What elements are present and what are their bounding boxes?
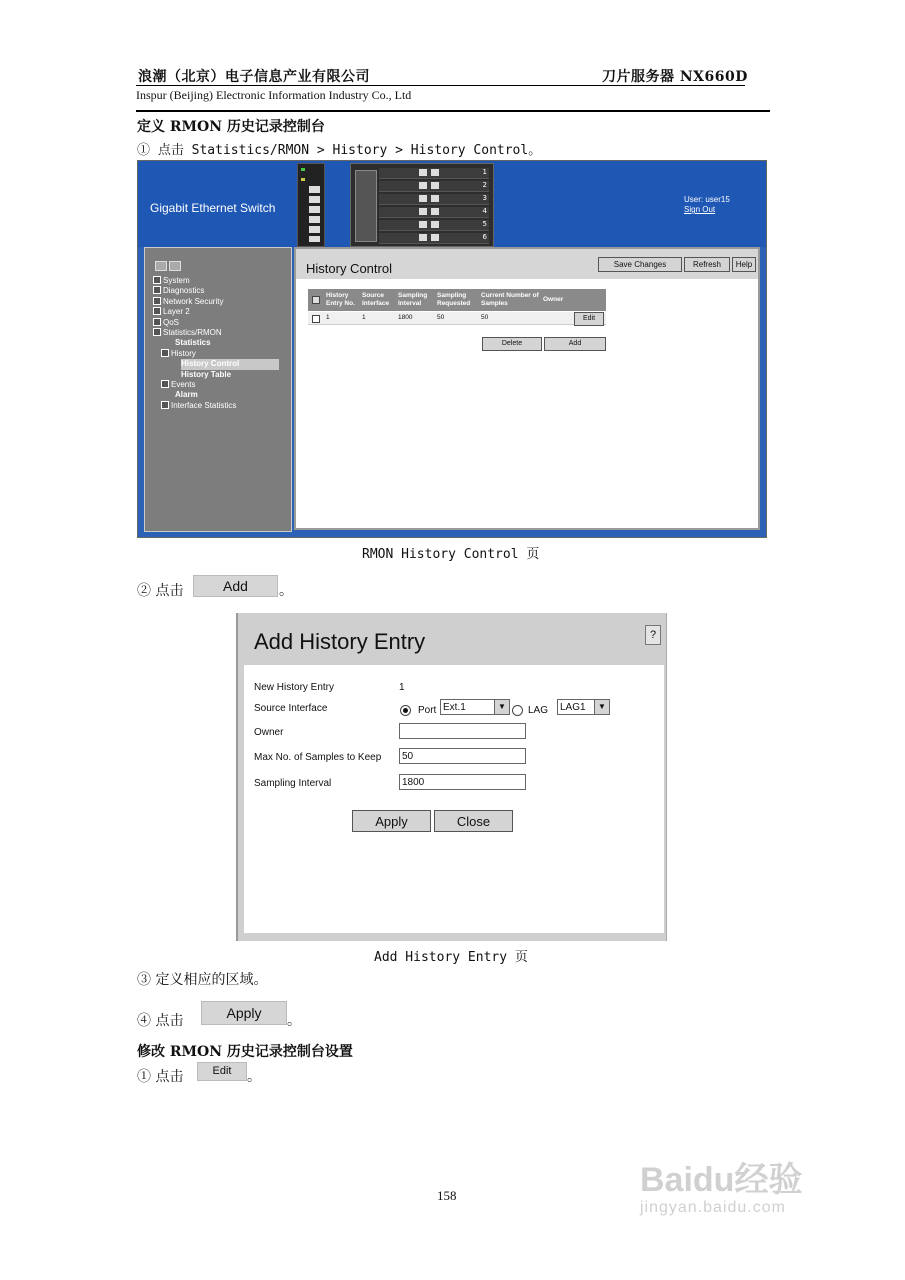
- sidebar-item-label: Interface Statistics: [171, 400, 237, 410]
- dialog-body: [244, 665, 664, 933]
- expand-icon[interactable]: [153, 276, 161, 284]
- watermark: [640, 1152, 802, 1217]
- figure-caption: RMON History Control 页: [362, 547, 540, 562]
- cell-entry: 1: [326, 314, 330, 321]
- new-entry-label: New History Entry: [254, 682, 335, 693]
- sidebar-nav: [144, 247, 292, 532]
- top-banner: [138, 161, 766, 247]
- tree-controls: [155, 256, 183, 275]
- help-icon[interactable]: ?: [645, 625, 661, 645]
- col-owner: Owner: [543, 296, 564, 303]
- main-panel: [294, 247, 760, 530]
- sidebar-item[interactable]: [153, 276, 279, 286]
- sidebar-item[interactable]: [153, 286, 279, 296]
- sidebar-item[interactable]: [153, 370, 279, 380]
- step4-suffix: 。: [287, 1013, 301, 1029]
- refresh-button[interactable]: Refresh: [684, 257, 730, 272]
- sidebar-item[interactable]: [153, 328, 279, 338]
- sampling-interval-input[interactable]: 1800: [399, 774, 526, 790]
- page-number: 158: [437, 1188, 457, 1203]
- cell-requested: 50: [437, 314, 445, 321]
- sidebar-item-label: Events: [171, 380, 196, 390]
- sidebar-item-label: Statistics: [175, 338, 211, 348]
- watermark-logo: Baidu经验: [640, 1161, 803, 1199]
- figure-caption-2: Add History Entry 页: [374, 950, 528, 965]
- expand-icon[interactable]: [153, 318, 161, 326]
- row-checkbox[interactable]: [312, 315, 320, 323]
- header-company-en: Inspur (Beijing) Electronic Information Industry Co., Ltd: [136, 88, 412, 102]
- new-entry-value: 1: [399, 682, 405, 693]
- history-control-screenshot: [137, 160, 767, 538]
- sidebar-item[interactable]: [153, 390, 279, 400]
- chassis-device-image: 1 2 3 4 5 6: [350, 163, 494, 247]
- sidebar-item[interactable]: [153, 349, 279, 359]
- col-interval: Sampling Interval: [398, 292, 428, 307]
- sidebar-item[interactable]: [153, 297, 279, 307]
- sidebar-item-label: Network Security: [163, 296, 224, 306]
- col-source: Source Interface: [362, 292, 390, 307]
- header-company-cn: 浪潮（北京）电子信息产业有限公司: [138, 69, 370, 85]
- sidebar-item-label: QoS: [163, 317, 180, 327]
- expand-icon[interactable]: [161, 401, 169, 409]
- save-changes-button[interactable]: Save Changes: [598, 257, 682, 272]
- expand-icon[interactable]: [153, 307, 161, 315]
- sign-out-link[interactable]: Sign Out: [684, 205, 716, 214]
- watermark-url: jingyan.baidu.com: [640, 1199, 786, 1216]
- collapse-all-button[interactable]: [169, 261, 181, 271]
- col-entry: History Entry No.: [326, 292, 355, 307]
- sidebar-item-label: History Table: [181, 369, 232, 379]
- section-title: 定义 RMON 历史记录控制台: [137, 119, 325, 135]
- section2-step1-prefix: ① 点击: [137, 1069, 184, 1085]
- port-label: Port: [418, 705, 437, 716]
- sidebar-item[interactable]: [153, 307, 279, 317]
- expand-icon[interactable]: [153, 297, 161, 305]
- sidebar-item[interactable]: [153, 318, 279, 328]
- sidebar-item[interactable]: [153, 401, 279, 411]
- close-button[interactable]: Close: [434, 810, 513, 832]
- select-all-checkbox[interactable]: [312, 296, 320, 304]
- section2-step1-suffix: 。: [247, 1069, 261, 1085]
- chevron-down-icon: ▼: [594, 700, 609, 714]
- expand-icon[interactable]: [153, 286, 161, 294]
- chevron-down-icon: ▼: [494, 700, 509, 714]
- user-info: [684, 195, 730, 215]
- step2-prefix: ② 点击: [137, 583, 184, 599]
- panel-header: [296, 249, 758, 279]
- source-interface-label: Source Interface: [254, 703, 328, 714]
- owner-input[interactable]: [399, 723, 526, 739]
- step3-text: ③ 定义相应的区域。: [137, 972, 268, 988]
- dialog-title: Add History Entry: [254, 629, 426, 654]
- apply-button[interactable]: Apply: [352, 810, 431, 832]
- cell-interval: 1800: [398, 314, 413, 321]
- sidebar-item-label: System: [163, 276, 190, 285]
- section2-title: 修改 RMON 历史记录控制台设置: [137, 1044, 353, 1060]
- header-rule-thick: [136, 110, 770, 112]
- switch-device-image: [297, 163, 325, 247]
- max-samples-label: Max No. of Samples to Keep: [254, 752, 382, 763]
- cell-source: 1: [362, 314, 366, 321]
- sidebar-item-label: History: [171, 348, 196, 358]
- help-button[interactable]: Help: [732, 257, 756, 272]
- add-button-inline: Add: [193, 575, 278, 597]
- add-history-entry-dialog: [236, 613, 667, 941]
- table-header: [308, 289, 606, 311]
- lag-select[interactable]: LAG1 ▼: [557, 699, 610, 715]
- apply-button-inline: Apply: [201, 1001, 287, 1025]
- header-product: 刀片服务器 NX660D: [602, 69, 748, 85]
- edit-row-button[interactable]: Edit: [574, 312, 604, 326]
- expand-icon[interactable]: [161, 380, 169, 388]
- sidebar-item-label: History Control: [181, 359, 279, 369]
- owner-label: Owner: [254, 727, 284, 738]
- header-rule: [136, 85, 745, 86]
- step4-prefix: ④ 点击: [137, 1013, 184, 1029]
- sidebar-item-label: Statistics/RMON: [163, 328, 222, 338]
- add-button[interactable]: Add: [544, 337, 606, 351]
- sidebar-item-label: Alarm: [175, 390, 198, 400]
- port-select[interactable]: Ext.1 ▼: [440, 699, 510, 715]
- collapse-icon[interactable]: [153, 328, 161, 336]
- page-title: History Control: [306, 261, 392, 276]
- col-current: Current Number of Samples: [481, 292, 539, 307]
- step-text: ① 点击 Statistics/RMON > History > History Control。: [137, 143, 542, 158]
- sidebar-item[interactable]: [153, 338, 279, 348]
- table-row: [308, 312, 606, 325]
- user-label: User: user15: [684, 195, 730, 204]
- brand-title: Gigabit Ethernet Switch: [150, 201, 276, 215]
- sampling-interval-label: Sampling Interval: [254, 778, 332, 789]
- cell-current: 50: [481, 314, 489, 321]
- lag-radio[interactable]: [512, 705, 523, 716]
- sidebar-item[interactable]: [153, 380, 279, 390]
- lag-label: LAG: [528, 705, 549, 716]
- nav-tree: [153, 276, 279, 411]
- max-samples-input[interactable]: 50: [399, 748, 526, 764]
- step2-suffix: 。: [279, 583, 293, 599]
- delete-button[interactable]: Delete: [482, 337, 542, 351]
- sidebar-item[interactable]: [153, 359, 279, 369]
- col-requested: Sampling Requested: [437, 292, 471, 307]
- collapse-icon[interactable]: [161, 349, 169, 357]
- edit-button-inline: Edit: [197, 1062, 247, 1081]
- sidebar-item-label: Diagnostics: [163, 286, 205, 296]
- expand-all-button[interactable]: [155, 261, 167, 271]
- port-radio[interactable]: [400, 705, 411, 716]
- sidebar-item-label: Layer 2: [163, 307, 190, 317]
